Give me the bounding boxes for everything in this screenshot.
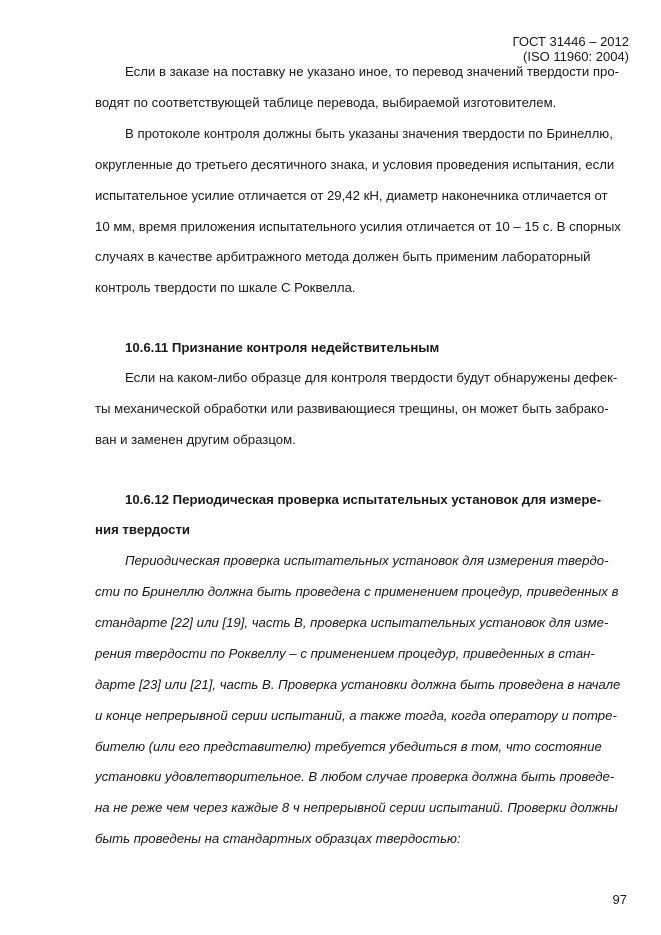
paragraph-line: ван и заменен другим образцом.: [95, 432, 296, 447]
paragraph-line: В протоколе контроля должны быть указаны значения твердости по Бринеллю,: [125, 126, 613, 141]
section-heading: 10.6.11 Признание контроля недействительным: [125, 340, 440, 355]
paragraph-line: Периодическая проверка испытательных установок для измерения твердо-: [125, 553, 609, 568]
paragraph-line: и конце непрерывной серии испытаний, а также тогда, когда оператору и потре-: [95, 708, 617, 723]
paragraph-line: контроль твердости по шкале С Роквелла.: [95, 280, 356, 295]
paragraph-line: Если в заказе на поставку не указано иное, то перевод значений твердости про-: [125, 64, 620, 79]
paragraph-line: водят по соответствующей таблице перевода, выбираемой изготовителем.: [95, 95, 557, 110]
paragraph-line: испытательное усилие отличается от 29,42 кН, диаметр наконечника отличается от: [95, 188, 608, 203]
paragraph-line: стандарте [22] или [19], часть В, проверка испытательных установок для изме-: [95, 615, 609, 630]
paragraph-line: на не реже чем через каждые 8 ч непрерывной серии испытаний. Проверки должны: [95, 800, 618, 815]
section-heading: 10.6.12 Периодическая проверка испытательных установок для измере-: [125, 492, 602, 507]
paragraph-line: случаях в качестве арбитражного метода должен быть применим лабораторный: [95, 249, 591, 264]
iso-reference: (ISO 11960: 2004): [523, 49, 629, 64]
page-number: 97: [612, 892, 627, 907]
paragraph-line: рения твердости по Роквеллу – с применением процедур, приведенных в стан-: [95, 646, 595, 661]
paragraph-line: быть проведены на стандартных образцах твердостью:: [95, 831, 461, 846]
standard-number: ГОСТ 31446 – 2012: [512, 34, 629, 49]
paragraph-line: дарте [23] или [21], часть В. Проверка установки должна быть проведена в начале: [95, 677, 621, 692]
paragraph-line: Если на каком-либо образце для контроля твердости будут обнаружены дефек-: [125, 370, 618, 385]
document-header: [513, 34, 629, 64]
paragraph-line: ты механической обработки или развивающиеся трещины, он может быть забрако-: [95, 401, 609, 416]
section-heading-continuation: ния твердости: [95, 522, 191, 537]
paragraph-line: округленные до третьего десятичного знака, и условия проведения испытания, если: [95, 157, 615, 172]
paragraph-line: 10 мм, время приложения испытательного усилия отличается от 10 – 15 с. В спорных: [95, 219, 621, 234]
paragraph-line: бителю (или его представителю) требуется убедиться в том, что состояние: [95, 739, 602, 754]
paragraph-line: сти по Бринеллю должна быть проведена с применением процедур, приведенных в: [95, 584, 619, 599]
paragraph-line: установки удовлетворительное. В любом случае проверка должна быть проведе-: [95, 769, 615, 784]
